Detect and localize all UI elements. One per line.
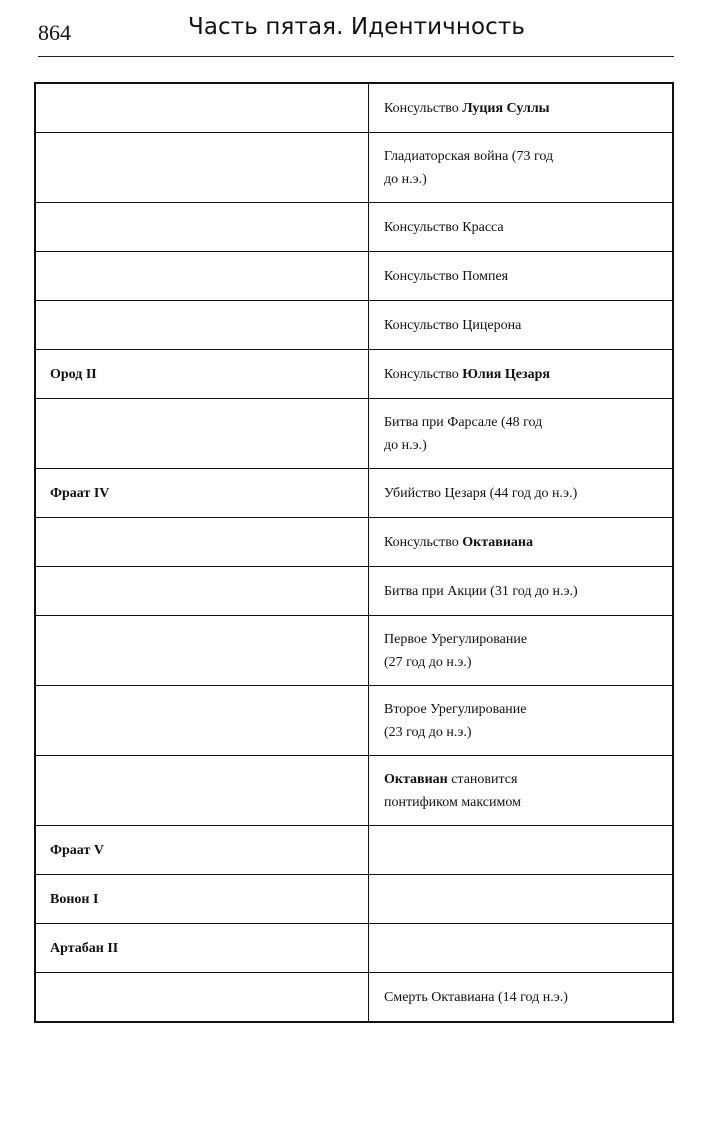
event-cell [369,924,674,973]
event-text-segment: до н.э.) [384,171,427,187]
ruler-cell [35,756,369,826]
event-text [384,580,652,603]
ruler-name: Ород II [50,366,97,382]
table-row [35,756,673,826]
event-text [384,482,652,505]
event-text-segment: Убийство Цезаря (44 год до н.э.) [384,485,578,501]
table-row [35,350,673,399]
table-row [35,301,673,350]
ruler-cell [35,875,369,924]
page-header [38,10,674,56]
event-text-segment: Консульство [384,100,463,116]
event-text [384,698,652,744]
table-row [35,252,673,301]
event-text-segment: Консульство Красса [384,219,504,235]
table-row [35,469,673,518]
ruler-cell [35,686,369,756]
event-text [384,986,652,1009]
event-cell [369,83,674,133]
event-text-bold: Октавиана [462,534,533,550]
event-cell [369,133,674,203]
event-text-segment: Гладиаторская война (73 год [384,148,554,164]
ruler-name: Вонон I [50,891,99,907]
ruler-cell [35,924,369,973]
event-cell [369,973,674,1023]
event-text [384,628,652,674]
event-text [384,768,652,814]
ruler-cell [35,469,369,518]
table-row [35,826,673,875]
ruler-cell [35,616,369,686]
event-cell [369,301,674,350]
table-row [35,973,673,1023]
table-row [35,686,673,756]
event-text-segment: (23 год до н.э.) [384,724,472,740]
table-row [35,875,673,924]
event-text-segment: Консульство Помпея [384,268,509,284]
event-cell [369,567,674,616]
event-text [384,265,652,288]
table-row [35,399,673,469]
ruler-name: Артабан II [50,940,119,956]
header-rule [38,56,674,57]
event-cell [369,203,674,252]
event-cell [369,399,674,469]
ruler-cell [35,399,369,469]
event-cell [369,350,674,399]
ruler-name: Фраат V [50,842,104,858]
event-text [384,411,652,457]
event-text-segment: становится [447,771,518,787]
ruler-cell [35,973,369,1023]
event-text [384,97,652,120]
event-text [384,531,652,554]
ruler-cell [35,133,369,203]
event-text-segment: Смерть Октавиана (14 год н.э.) [384,989,568,1005]
ruler-name: Фраат IV [50,485,110,501]
event-cell [369,469,674,518]
event-text-segment: понтификом максимом [384,794,521,810]
event-text-segment: Консульство [384,366,463,382]
event-text [384,145,652,191]
event-text-segment: Первое Урегулирование [384,631,528,647]
ruler-cell [35,518,369,567]
event-cell [369,756,674,826]
chronology-table [34,82,674,1023]
event-cell [369,616,674,686]
event-text-segment: Второе Урегулирование [384,701,527,717]
table-row [35,567,673,616]
table-row [35,616,673,686]
ruler-cell [35,301,369,350]
chronology-table-body [35,83,673,1022]
table-row [35,203,673,252]
running-title: Часть пятая. Идентичность [188,14,526,40]
event-text [384,216,652,239]
table-row [35,83,673,133]
event-text [384,363,652,386]
page-number: 864 [38,20,71,45]
event-text [384,314,652,337]
table-row [35,924,673,973]
ruler-cell [35,203,369,252]
event-text-segment: Битва при Акции (31 год до н.э.) [384,583,578,599]
event-text-segment: Консульство [384,534,463,550]
event-text-segment: (27 год до н.э.) [384,654,472,670]
event-text-bold: Октавиан [384,771,448,787]
event-text-segment: Консульство Цицерона [384,317,522,333]
ruler-cell [35,826,369,875]
table-row [35,518,673,567]
ruler-cell [35,350,369,399]
ruler-cell [35,83,369,133]
event-text-segment: Битва при Фарсале (48 год [384,414,543,430]
event-text-bold: Юлия Цезаря [462,366,550,382]
event-cell [369,826,674,875]
event-cell [369,252,674,301]
event-cell [369,686,674,756]
event-text-bold: Луция Суллы [462,100,550,116]
ruler-cell [35,567,369,616]
ruler-cell [35,252,369,301]
event-text-segment: до н.э.) [384,437,427,453]
table-row [35,133,673,203]
event-cell [369,518,674,567]
event-cell [369,875,674,924]
